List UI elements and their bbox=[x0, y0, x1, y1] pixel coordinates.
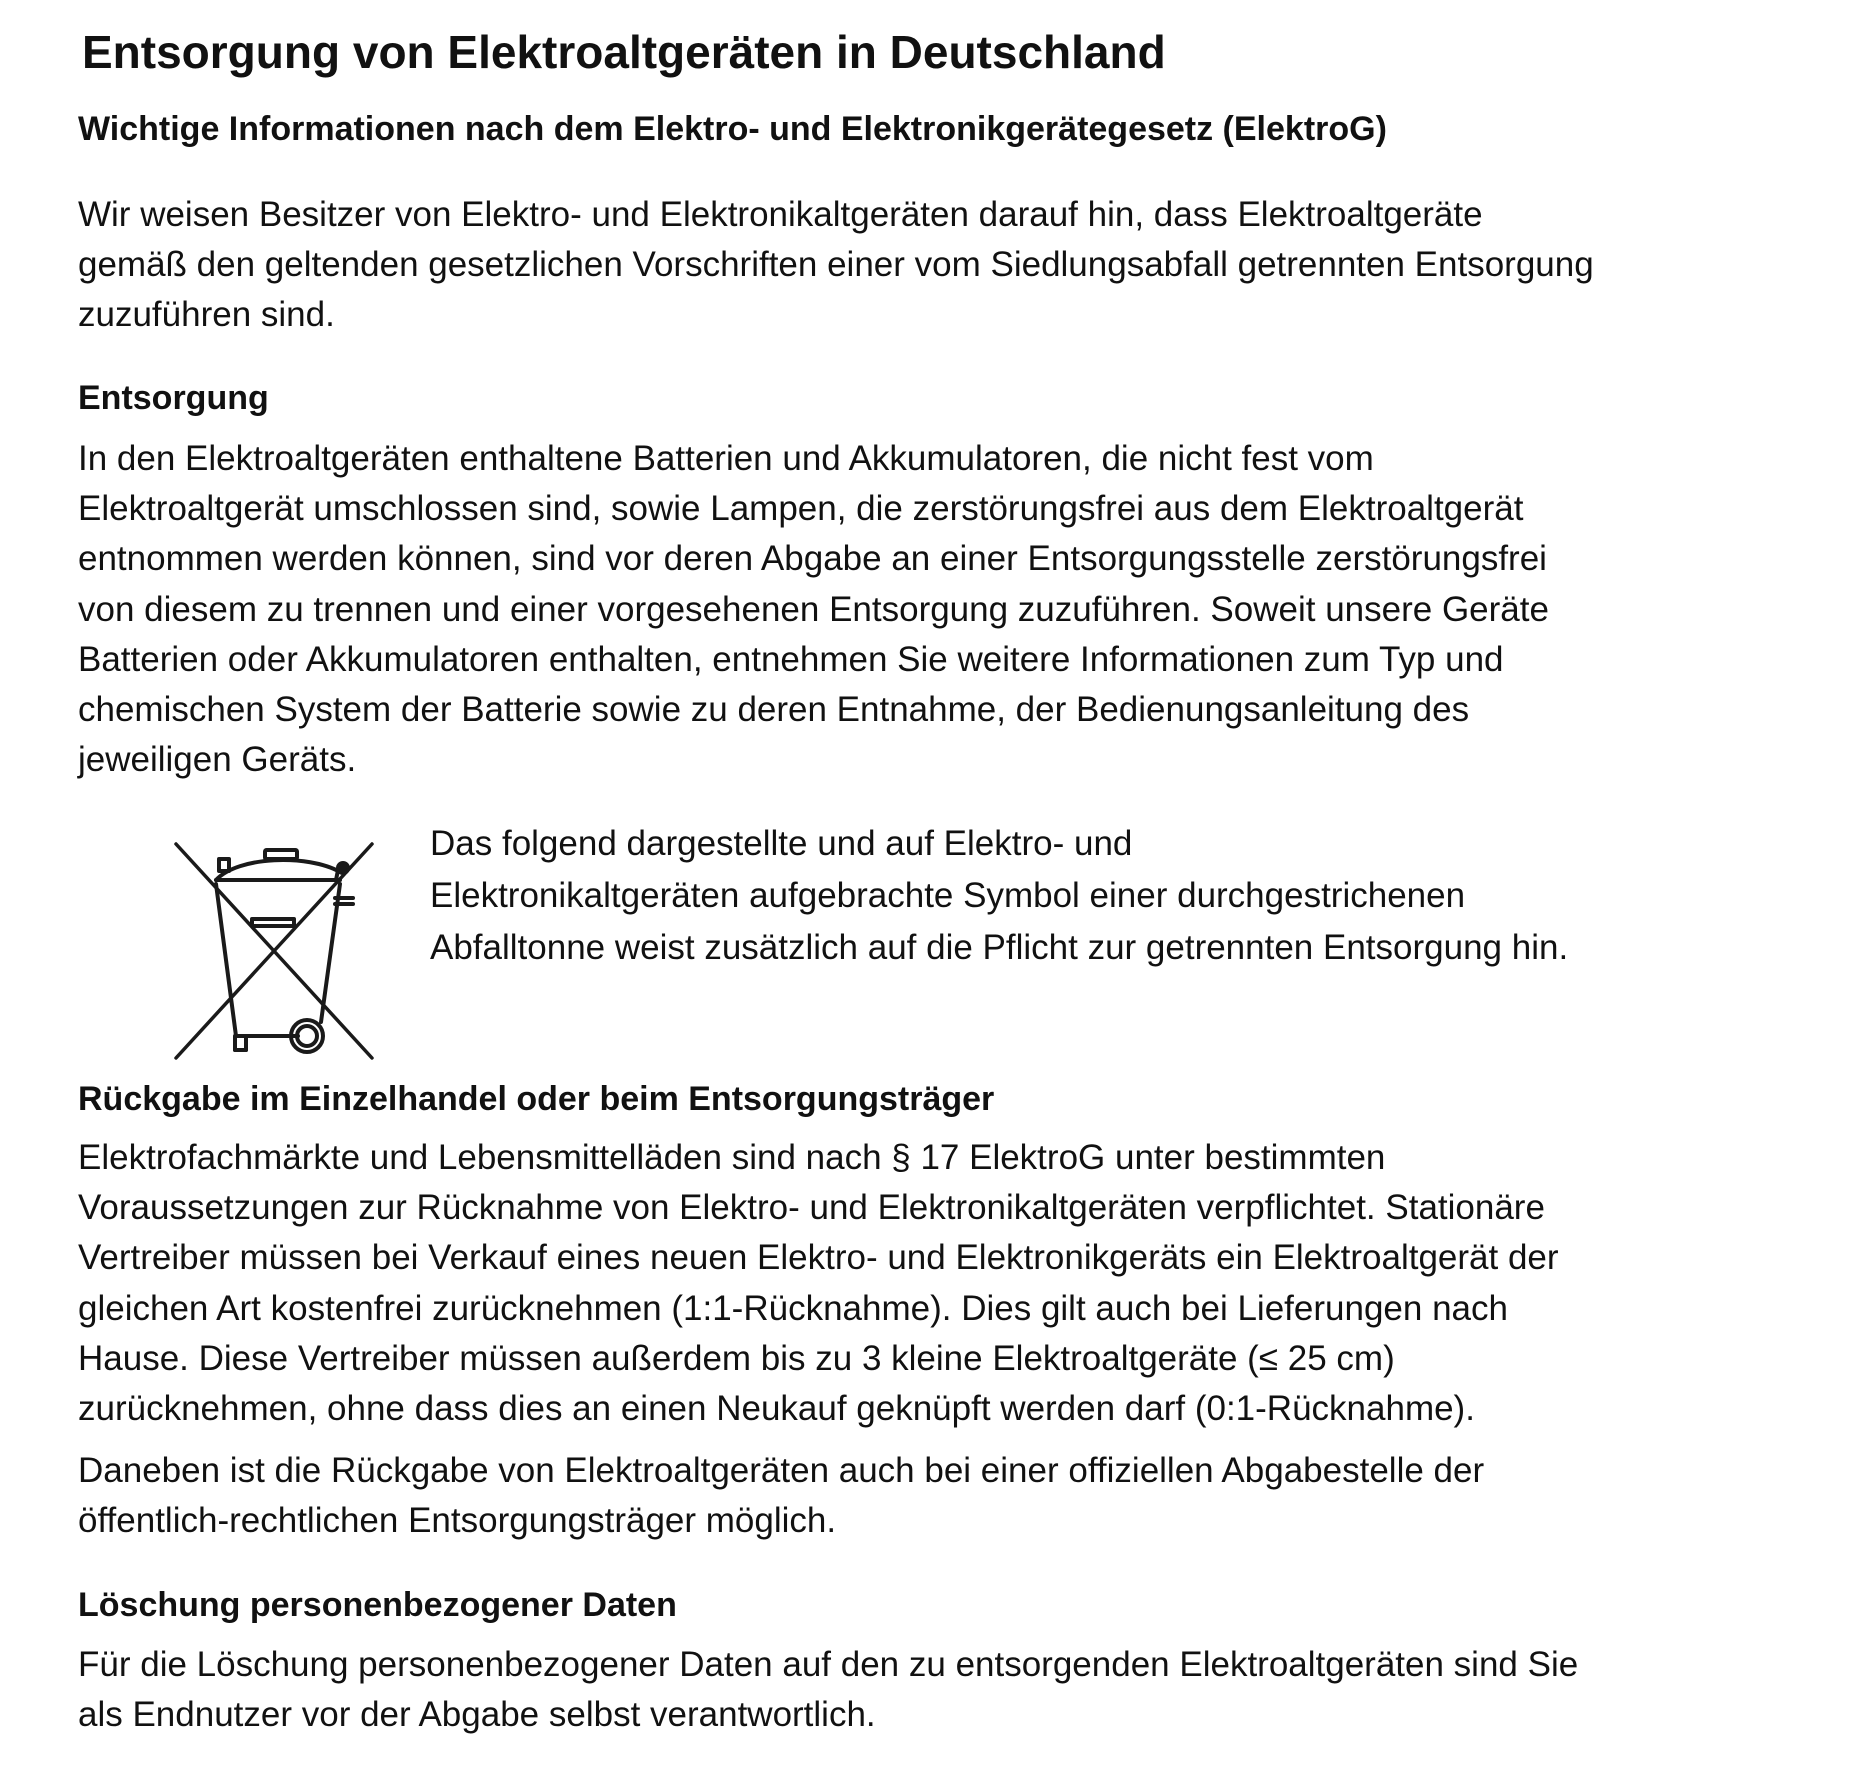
text-line: zurücknehmen, ohne dass dies an einen Neukauf geknüpft werden darf (0:1-Rücknahme). bbox=[78, 1389, 1475, 1429]
wheelie-bin-icon bbox=[168, 836, 380, 1066]
loeschung-paragraph bbox=[78, 1640, 1798, 1740]
page-title: Entsorgung von Elektroaltgeräten in Deutschland bbox=[82, 26, 1166, 78]
text-line: Voraussetzungen zur Rücknahme von Elektro- und Elektronikaltgeräten verpflichtet. Stationäre bbox=[78, 1188, 1545, 1228]
intro-paragraph bbox=[78, 190, 1798, 341]
text-line: als Endnutzer vor der Abgabe selbst verantwortlich. bbox=[78, 1695, 876, 1735]
text-line: Vertreiber müssen bei Verkauf eines neuen Elektro- und Elektronikgeräts ein Elektroaltgerät der bbox=[78, 1238, 1559, 1278]
text-line: entnommen werden können, sind vor deren Abgabe an einer Entsorgungsstelle zerstörungsfrei bbox=[78, 539, 1547, 579]
text-line: Elektronikaltgeräten aufgebrachte Symbol einer durchgestrichenen bbox=[430, 876, 1466, 915]
rueckgabe-paragraph-2 bbox=[78, 1446, 1798, 1546]
text-line: Das folgend dargestellte und auf Elektro- und bbox=[430, 824, 1133, 863]
text-line: Batterien oder Akkumulatoren enthalten, entnehmen Sie weitere Informationen zum Typ und bbox=[78, 639, 1504, 679]
text-line: Daneben ist die Rückgabe von Elektroaltgeräten auch bei einer offiziellen Abgabestelle der bbox=[78, 1451, 1485, 1490]
text-line: zuzuführen sind. bbox=[78, 295, 335, 335]
symbol-description bbox=[430, 818, 1568, 974]
entsorgung-paragraph bbox=[78, 434, 1798, 785]
crossed-out-wheelie-bin-icon bbox=[168, 836, 380, 1066]
text-line: In den Elektroaltgeräten enthaltene Batterien und Akkumulatoren, die nicht fest vom bbox=[78, 439, 1374, 478]
text-line: Abfalltonne weist zusätzlich auf die Pflicht zur getrennten Entsorgung hin. bbox=[430, 928, 1569, 967]
text-line: gleichen Art kostenfrei zurücknehmen (1:1-Rücknahme). Dies gilt auch bei Lieferungen nach bbox=[78, 1288, 1508, 1328]
text-line: Elektroaltgerät umschlossen sind, sowie Lampen, die zerstörungsfrei aus dem Elektroaltgerät bbox=[78, 489, 1524, 529]
text-line: öffentlich-rechtlichen Entsorgungsträger möglich. bbox=[78, 1501, 837, 1541]
text-line: jeweiligen Geräts. bbox=[78, 740, 357, 780]
document-subtitle: Wichtige Informationen nach dem Elektro- und Elektronikgerätegesetz (ElektroG) bbox=[78, 110, 1387, 148]
rueckgabe-paragraph-1 bbox=[78, 1133, 1798, 1434]
text-line: gemäß den geltenden gesetzlichen Vorschriften einer vom Siedlungsabfall getrennten Entsorgung bbox=[78, 245, 1594, 285]
text-line: Wir weisen Besitzer von Elektro- und Elektronikaltgeräten darauf hin, dass Elektroaltgeräte bbox=[78, 195, 1483, 234]
section-heading-loeschung: Löschung personenbezogener Daten bbox=[78, 1586, 677, 1624]
text-line: chemischen System der Batterie sowie zu deren Entnahme, der Bedienungsanleitung des bbox=[78, 690, 1470, 730]
text-line: Für die Löschung personenbezogener Daten auf den zu entsorgenden Elektroaltgeräten sind Sie bbox=[78, 1645, 1579, 1684]
text-line: von diesem zu trennen und einer vorgesehenen Entsorgung zuzuführen. Soweit unsere Geräte bbox=[78, 589, 1549, 629]
section-heading-entsorgung: Entsorgung bbox=[78, 379, 269, 417]
section-heading-rueckgabe: Rückgabe im Einzelhandel oder beim Entsorgungsträger bbox=[78, 1080, 995, 1118]
text-line: Elektrofachmärkte und Lebensmittelläden sind nach § 17 ElektroG unter bestimmten bbox=[78, 1138, 1386, 1177]
text-line: Hause. Diese Vertreiber müssen außerdem bis zu 3 kleine Elektroaltgeräte (≤ 25 cm) bbox=[78, 1338, 1395, 1378]
